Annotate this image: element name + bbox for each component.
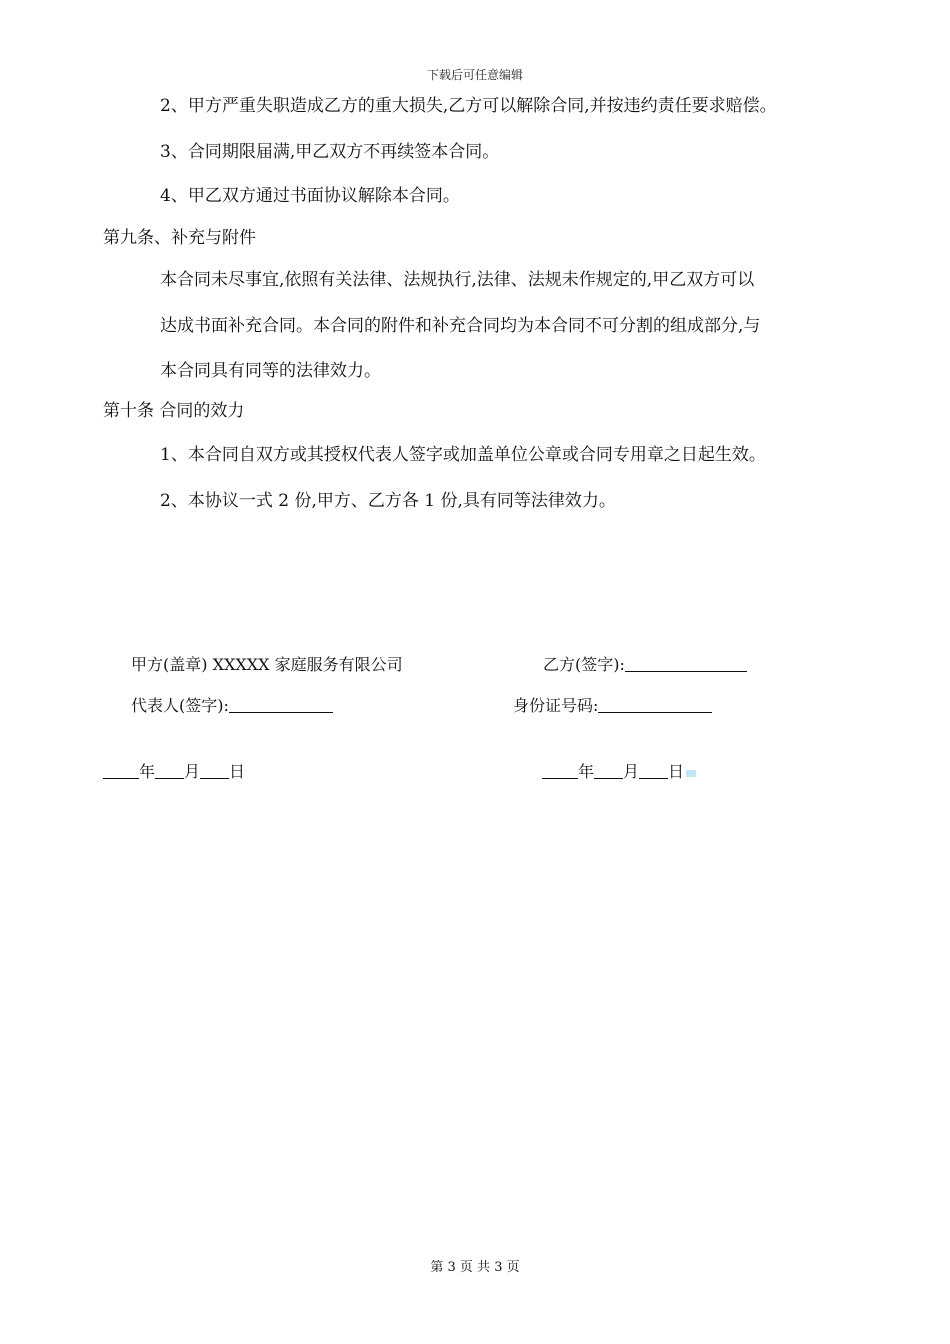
section-9-title: 第九条、补充与附件 bbox=[103, 228, 256, 248]
page-header: 下载后可任意编辑 bbox=[426, 68, 523, 82]
party-b-year-label: 年 bbox=[578, 762, 595, 781]
party-a-label: 甲方(盖章) XXXXX 家庭服务有限公司 bbox=[131, 655, 403, 674]
party-b-month-label: 月 bbox=[623, 762, 640, 781]
party-a-date bbox=[103, 761, 245, 783]
section-9-line-2: 达成书面补充合同。本合同的附件和补充合同均为本合同不可分割的组成部分,与 bbox=[160, 316, 761, 336]
party-b-signature-field[interactable] bbox=[625, 655, 747, 672]
section-10-title: 第十条 合同的效力 bbox=[103, 401, 245, 421]
party-b-label: 乙方(签字): bbox=[543, 655, 625, 674]
id-number-field[interactable] bbox=[598, 696, 712, 713]
party-a-year-field[interactable] bbox=[103, 762, 139, 779]
party-b-signature bbox=[543, 654, 747, 676]
section-9-line-3: 本合同具有同等的法律效力。 bbox=[160, 361, 381, 381]
representative-signature bbox=[131, 695, 333, 717]
party-a-day-label: 日 bbox=[229, 762, 246, 781]
section-10-item-1: 1、本合同自双方或其授权代表人签字或加盖单位公章或合同专用章之日起生效。 bbox=[160, 445, 766, 465]
party-b-date bbox=[542, 761, 696, 783]
party-a-month-field[interactable] bbox=[155, 762, 184, 779]
text-cursor-mark bbox=[686, 770, 696, 777]
id-number-label: 身份证号码: bbox=[513, 696, 599, 715]
party-a-month-label: 月 bbox=[184, 762, 201, 781]
id-number bbox=[513, 695, 712, 717]
representative-label: 代表人(签字): bbox=[131, 696, 229, 715]
party-a-day-field[interactable] bbox=[200, 762, 229, 779]
party-b-day-field[interactable] bbox=[639, 762, 668, 779]
party-b-month-field[interactable] bbox=[594, 762, 623, 779]
party-a-year-label: 年 bbox=[139, 762, 156, 781]
section-10-item-2: 2、本协议一式 2 份,甲方、乙方各 1 份,具有同等法律效力。 bbox=[160, 491, 616, 511]
page-footer: 第 3 页 共 3 页 bbox=[430, 1260, 520, 1275]
party-b-year-field[interactable] bbox=[542, 762, 578, 779]
clause-item-2: 2、甲方严重失职造成乙方的重大损失,乙方可以解除合同,并按违约责任要求赔偿。 bbox=[160, 96, 777, 116]
clause-item-3: 3、合同期限届满,甲乙双方不再续签本合同。 bbox=[160, 142, 500, 162]
representative-signature-field[interactable] bbox=[229, 696, 333, 713]
clause-item-4: 4、甲乙双方通过书面协议解除本合同。 bbox=[160, 186, 460, 206]
party-b-day-label: 日 bbox=[668, 762, 685, 781]
section-9-line-1: 本合同未尽事宜,依照有关法律、法规执行,法律、法规未作规定的,甲乙双方可以 bbox=[160, 270, 755, 290]
